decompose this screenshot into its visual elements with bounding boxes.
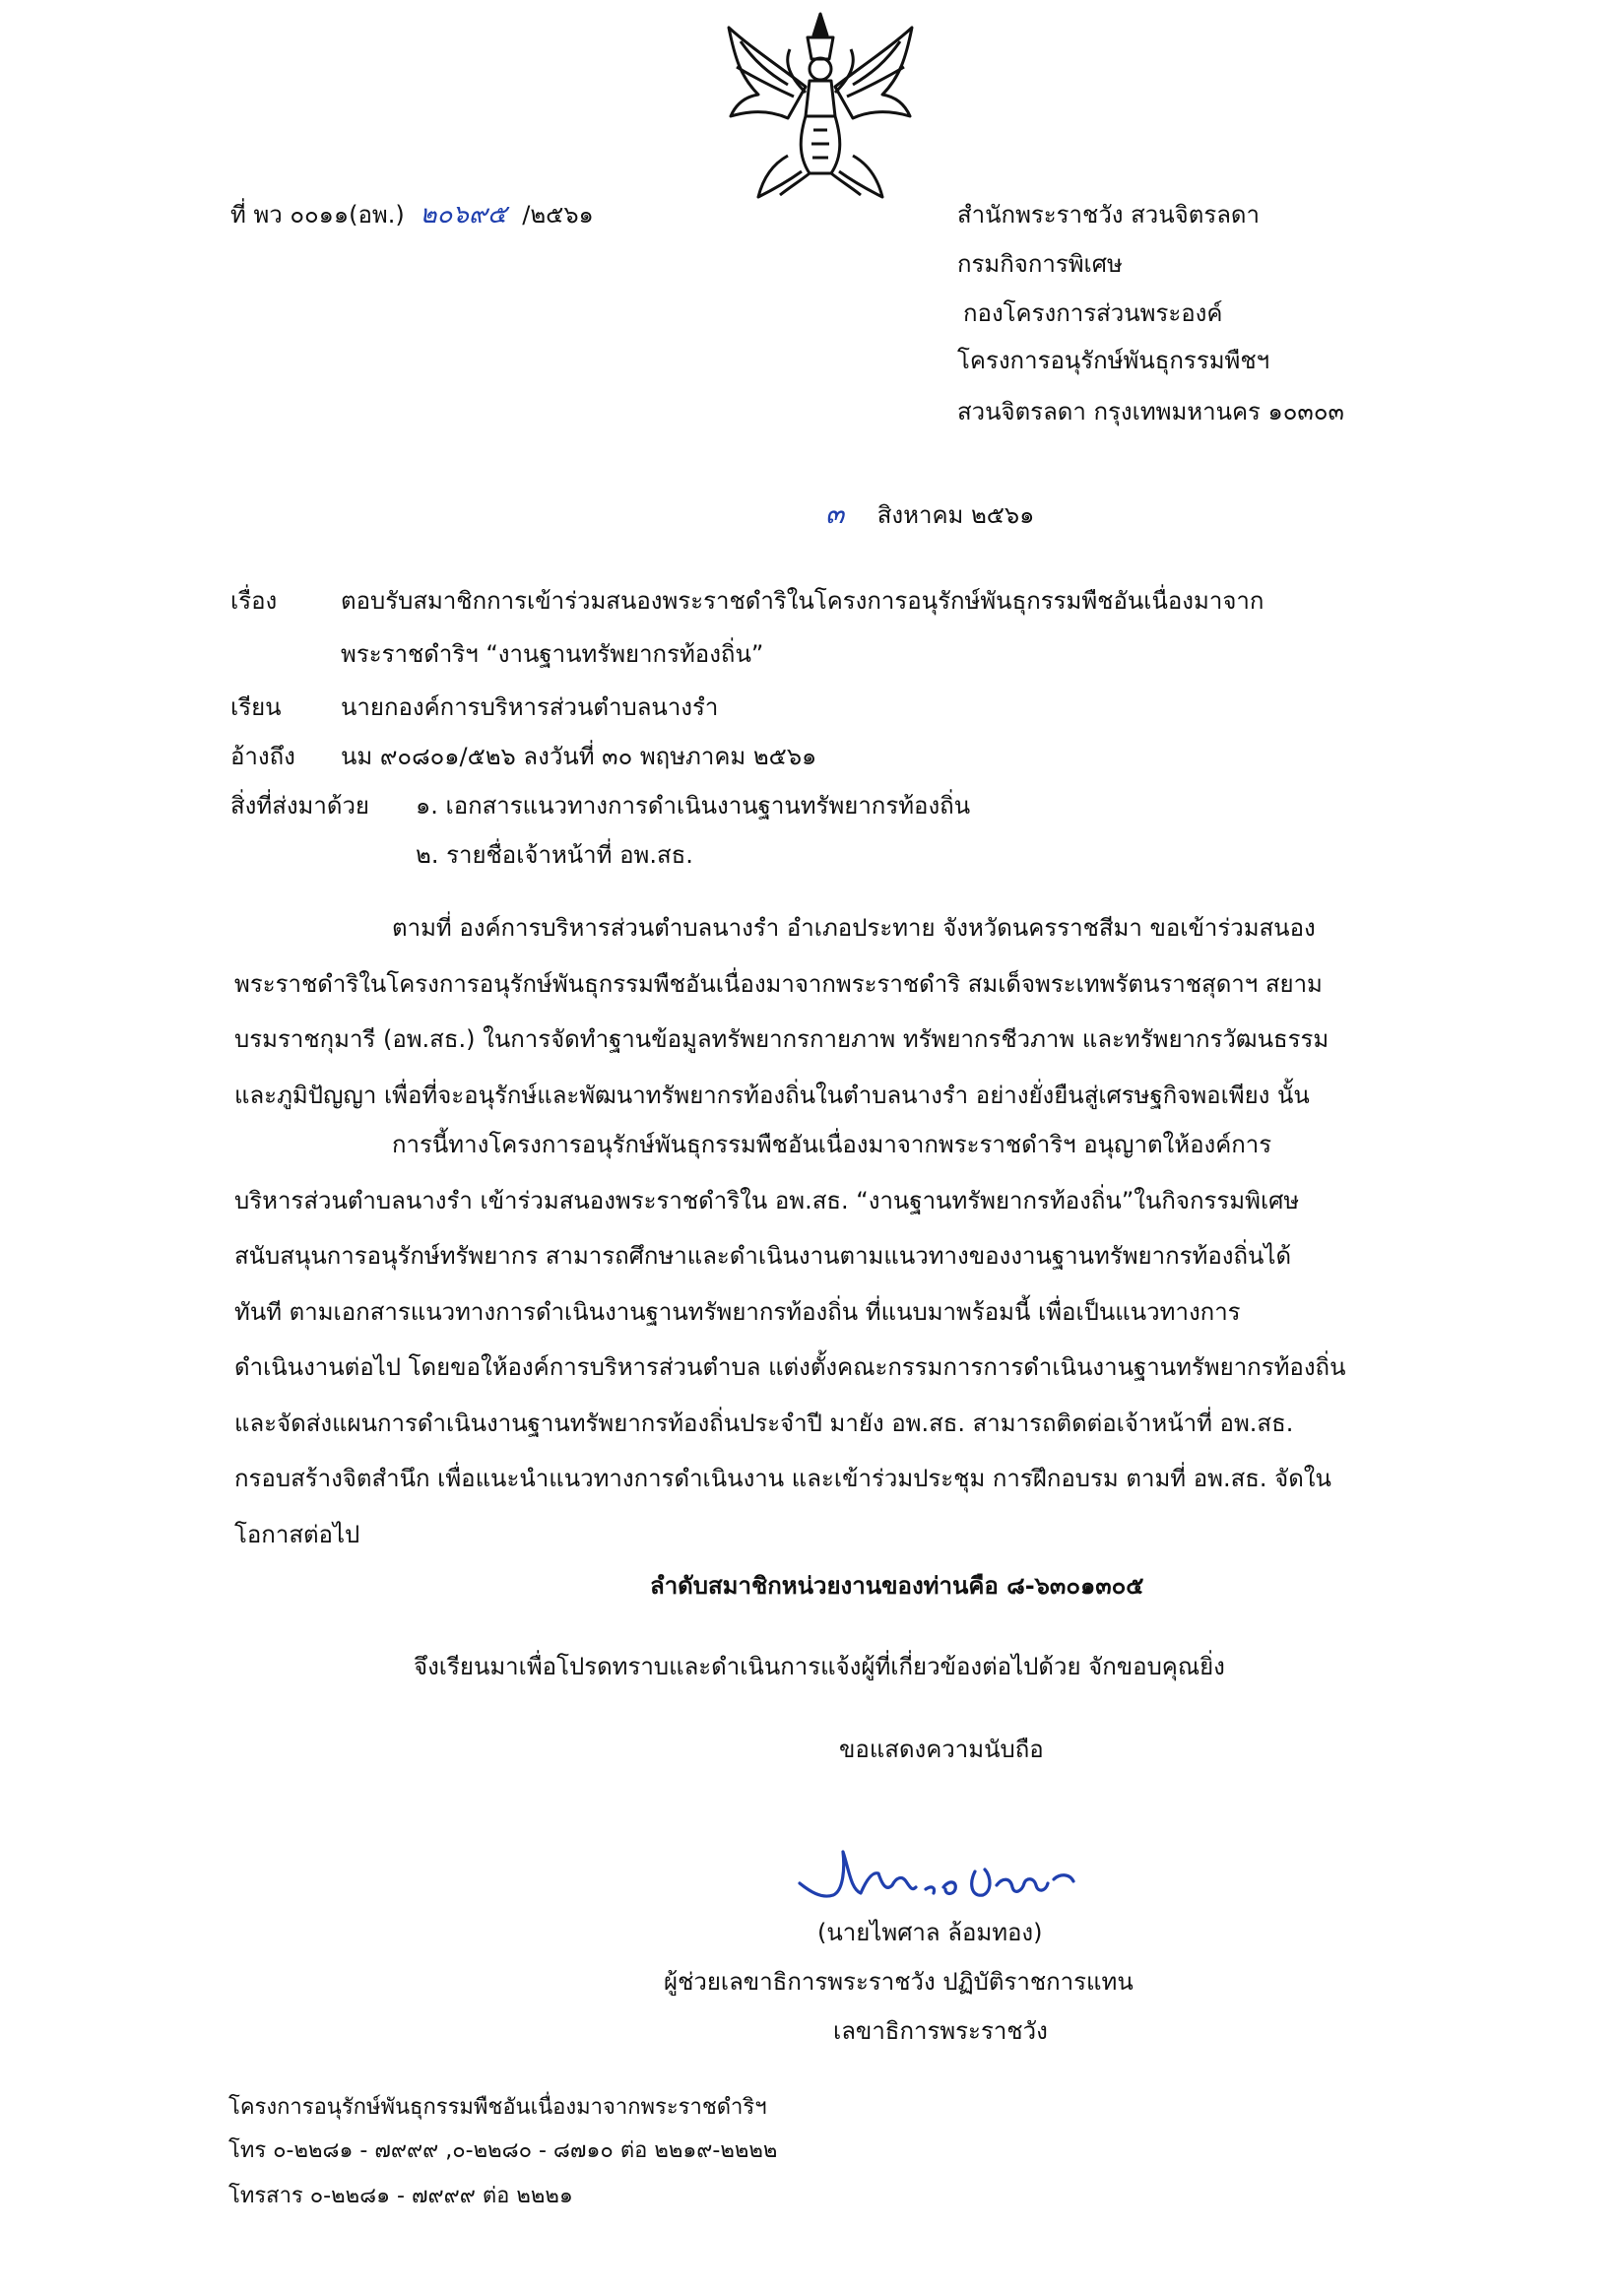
paragraph-line: โอกาสต่อไป bbox=[234, 1520, 360, 1548]
paragraph-line: กรอบสร้างจิตสำนึก เพื่อแนะนำแนวทางการดำเนินงาน และเข้าร่วมประชุม การฝึกอบรม ตามที่ อพ.สธ. จัดใน bbox=[234, 1465, 1331, 1492]
reference-label: อ้างถึง bbox=[230, 743, 295, 770]
regards: ขอแสดงความนับถือ bbox=[839, 1736, 1044, 1763]
paragraph-line: ตามที่ องค์การบริหารส่วนตำบลนางรำ อำเภอประทาย จังหวัดนครราชสีมา ขอเข้าร่วมสนอง bbox=[392, 914, 1316, 942]
date-month-year: สิงหาคม ๒๕๖๑ bbox=[876, 501, 1035, 529]
to-value: นายกองค์การบริหารส่วนตำบลนางรำ bbox=[341, 693, 719, 721]
enclosure-item: ๑. เอกสารแนวทางการดำเนินงานฐานทรัพยากรท้องถิ่น bbox=[416, 792, 971, 820]
handwritten-signature bbox=[788, 1830, 1123, 1909]
signatory-title-2: เลขาธิการพระราชวัง bbox=[833, 2017, 1048, 2045]
sender-line: กรมกิจการพิเศษ bbox=[957, 250, 1123, 278]
reference-year: /๒๕๖๑ bbox=[522, 201, 594, 229]
body-paragraph-2 bbox=[234, 1117, 1456, 1562]
paragraph-line: การนี้ทางโครงการอนุรักษ์พันธุกรรมพืชอันเนื่องมาจากพระราชดำริฯ อนุญาตให้องค์การ bbox=[392, 1131, 1272, 1158]
paragraph-line: ดำเนินงานต่อไป โดยขอให้องค์การบริหารส่วนตำบล แต่งตั้งคณะกรรมการการดำเนินงานฐานทรัพยากรท้องถิ่น bbox=[234, 1353, 1346, 1381]
subject-label: เรื่อง bbox=[230, 587, 278, 615]
signatory-name: (นายไพศาล ล้อมทอง) bbox=[817, 1919, 1043, 1946]
reference-handwritten-number: ๒๐๖๙๕ bbox=[420, 200, 507, 230]
paragraph-line: บริหารส่วนตำบลนางรำ เข้าร่วมสนองพระราชดำริใน อพ.สธ. “งานฐานทรัพยากรท้องถิ่น”ในกิจกรรมพิเศษ bbox=[234, 1186, 1300, 1214]
enclosures-label: สิ่งที่ส่งมาด้วย bbox=[230, 792, 369, 820]
reference-value: นม ๙๐๘๐๑/๕๒๖ ลงวันที่ ๓๐ พฤษภาคม ๒๕๖๑ bbox=[341, 743, 817, 770]
footer-telephone: โทร ๐-๒๒๘๑ - ๗๙๙๙ ,๐-๒๒๘๐ - ๘๗๑๐ ต่อ ๒๒๑๙-๒๒๒๒ bbox=[228, 2138, 778, 2163]
subject-line-1: ตอบรับสมาชิกการเข้าร่วมสนองพระราชดำริในโครงการอนุรักษ์พันธุกรรมพืชอันเนื่องมาจาก bbox=[341, 587, 1264, 615]
letter-date bbox=[825, 498, 1034, 531]
paragraph-line: สนับสนุนการอนุรักษ์ทรัพยากร สามารถศึกษาและดำเนินงานตามแนวทางของงานฐานทรัพยากรท้องถิ่นได้ bbox=[234, 1242, 1292, 1270]
to-label: เรียน bbox=[230, 693, 282, 721]
signatory-title: ผู้ช่วยเลขาธิการพระราชวัง ปฏิบัติราชการแทน bbox=[664, 1968, 1134, 1996]
sender-line: กองโครงการส่วนพระองค์ bbox=[963, 299, 1223, 327]
member-number: ลำดับสมาชิกหน่วยงานของท่านคือ ๘-๖๓๐๑๓๐๕ bbox=[650, 1572, 1144, 1600]
subject-line-2: พระราชดำริฯ “งานฐานทรัพยากรท้องถิ่น” bbox=[341, 640, 764, 668]
footer-fax: โทรสาร ๐-๒๒๘๑ - ๗๙๙๙ ต่อ ๒๒๒๑ bbox=[228, 2184, 573, 2208]
garuda-emblem bbox=[711, 8, 930, 201]
footer-organization: โครงการอนุรักษ์พันธุกรรมพืชอันเนื่องมาจากพระราชดำริฯ bbox=[228, 2095, 767, 2120]
sender-line: สวนจิตรลดา กรุงเทพมหานคร ๑๐๓๐๓ bbox=[957, 398, 1344, 426]
date-day-handwritten: ๓ bbox=[825, 497, 845, 530]
paragraph-line: บรมราชกุมารี (อพ.สธ.) ในการจัดทำฐานข้อมูลทรัพยากรกายภาพ ทรัพยากรชีวภาพ และทรัพยากรวัฒนธรรม bbox=[234, 1025, 1329, 1053]
paragraph-line: พระราชดำริในโครงการอนุรักษ์พันธุกรรมพืชอันเนื่องมาจากพระราชดำริ สมเด็จพระเทพรัตนราชสุดาฯ สยาม bbox=[234, 969, 1323, 998]
closing-sentence: จึงเรียนมาเพื่อโปรดทราบและดำเนินการแจ้งผู้ที่เกี่ยวข้องต่อไปด้วย จักขอบคุณยิ่ง bbox=[414, 1653, 1225, 1680]
paragraph-line: และภูมิปัญญา เพื่อที่จะอนุรักษ์และพัฒนาทรัพยากรท้องถิ่นในตำบลนางรำ อย่างยั่งยืนสู่เศรษฐกิจพอเพียง นั้น bbox=[234, 1081, 1310, 1109]
body-paragraph-1 bbox=[234, 900, 1456, 1123]
reference-number bbox=[230, 199, 594, 230]
reference-prefix: ที่ พว ๐๐๑๑(อพ.) bbox=[230, 201, 405, 229]
sender-line: สำนักพระราชวัง สวนจิตรลดา bbox=[957, 201, 1260, 229]
paragraph-line: ทันที ตามเอกสารแนวทางการดำเนินงานฐานทรัพยากรท้องถิ่น ที่แนบมาพร้อมนี้ เพื่อเป็นแนวทางการ bbox=[234, 1297, 1241, 1326]
sender-line: โครงการอนุรักษ์พันธุกรรมพืชฯ bbox=[957, 347, 1270, 374]
enclosure-item: ๒. รายชื่อเจ้าหน้าที่ อพ.สธ. bbox=[416, 841, 693, 869]
paragraph-line: และจัดส่งแผนการดำเนินงานฐานทรัพยากรท้องถิ่นประจำปี มายัง อพ.สธ. สามารถติดต่อเจ้าหน้าที่ อพ.สธ. bbox=[234, 1409, 1294, 1437]
